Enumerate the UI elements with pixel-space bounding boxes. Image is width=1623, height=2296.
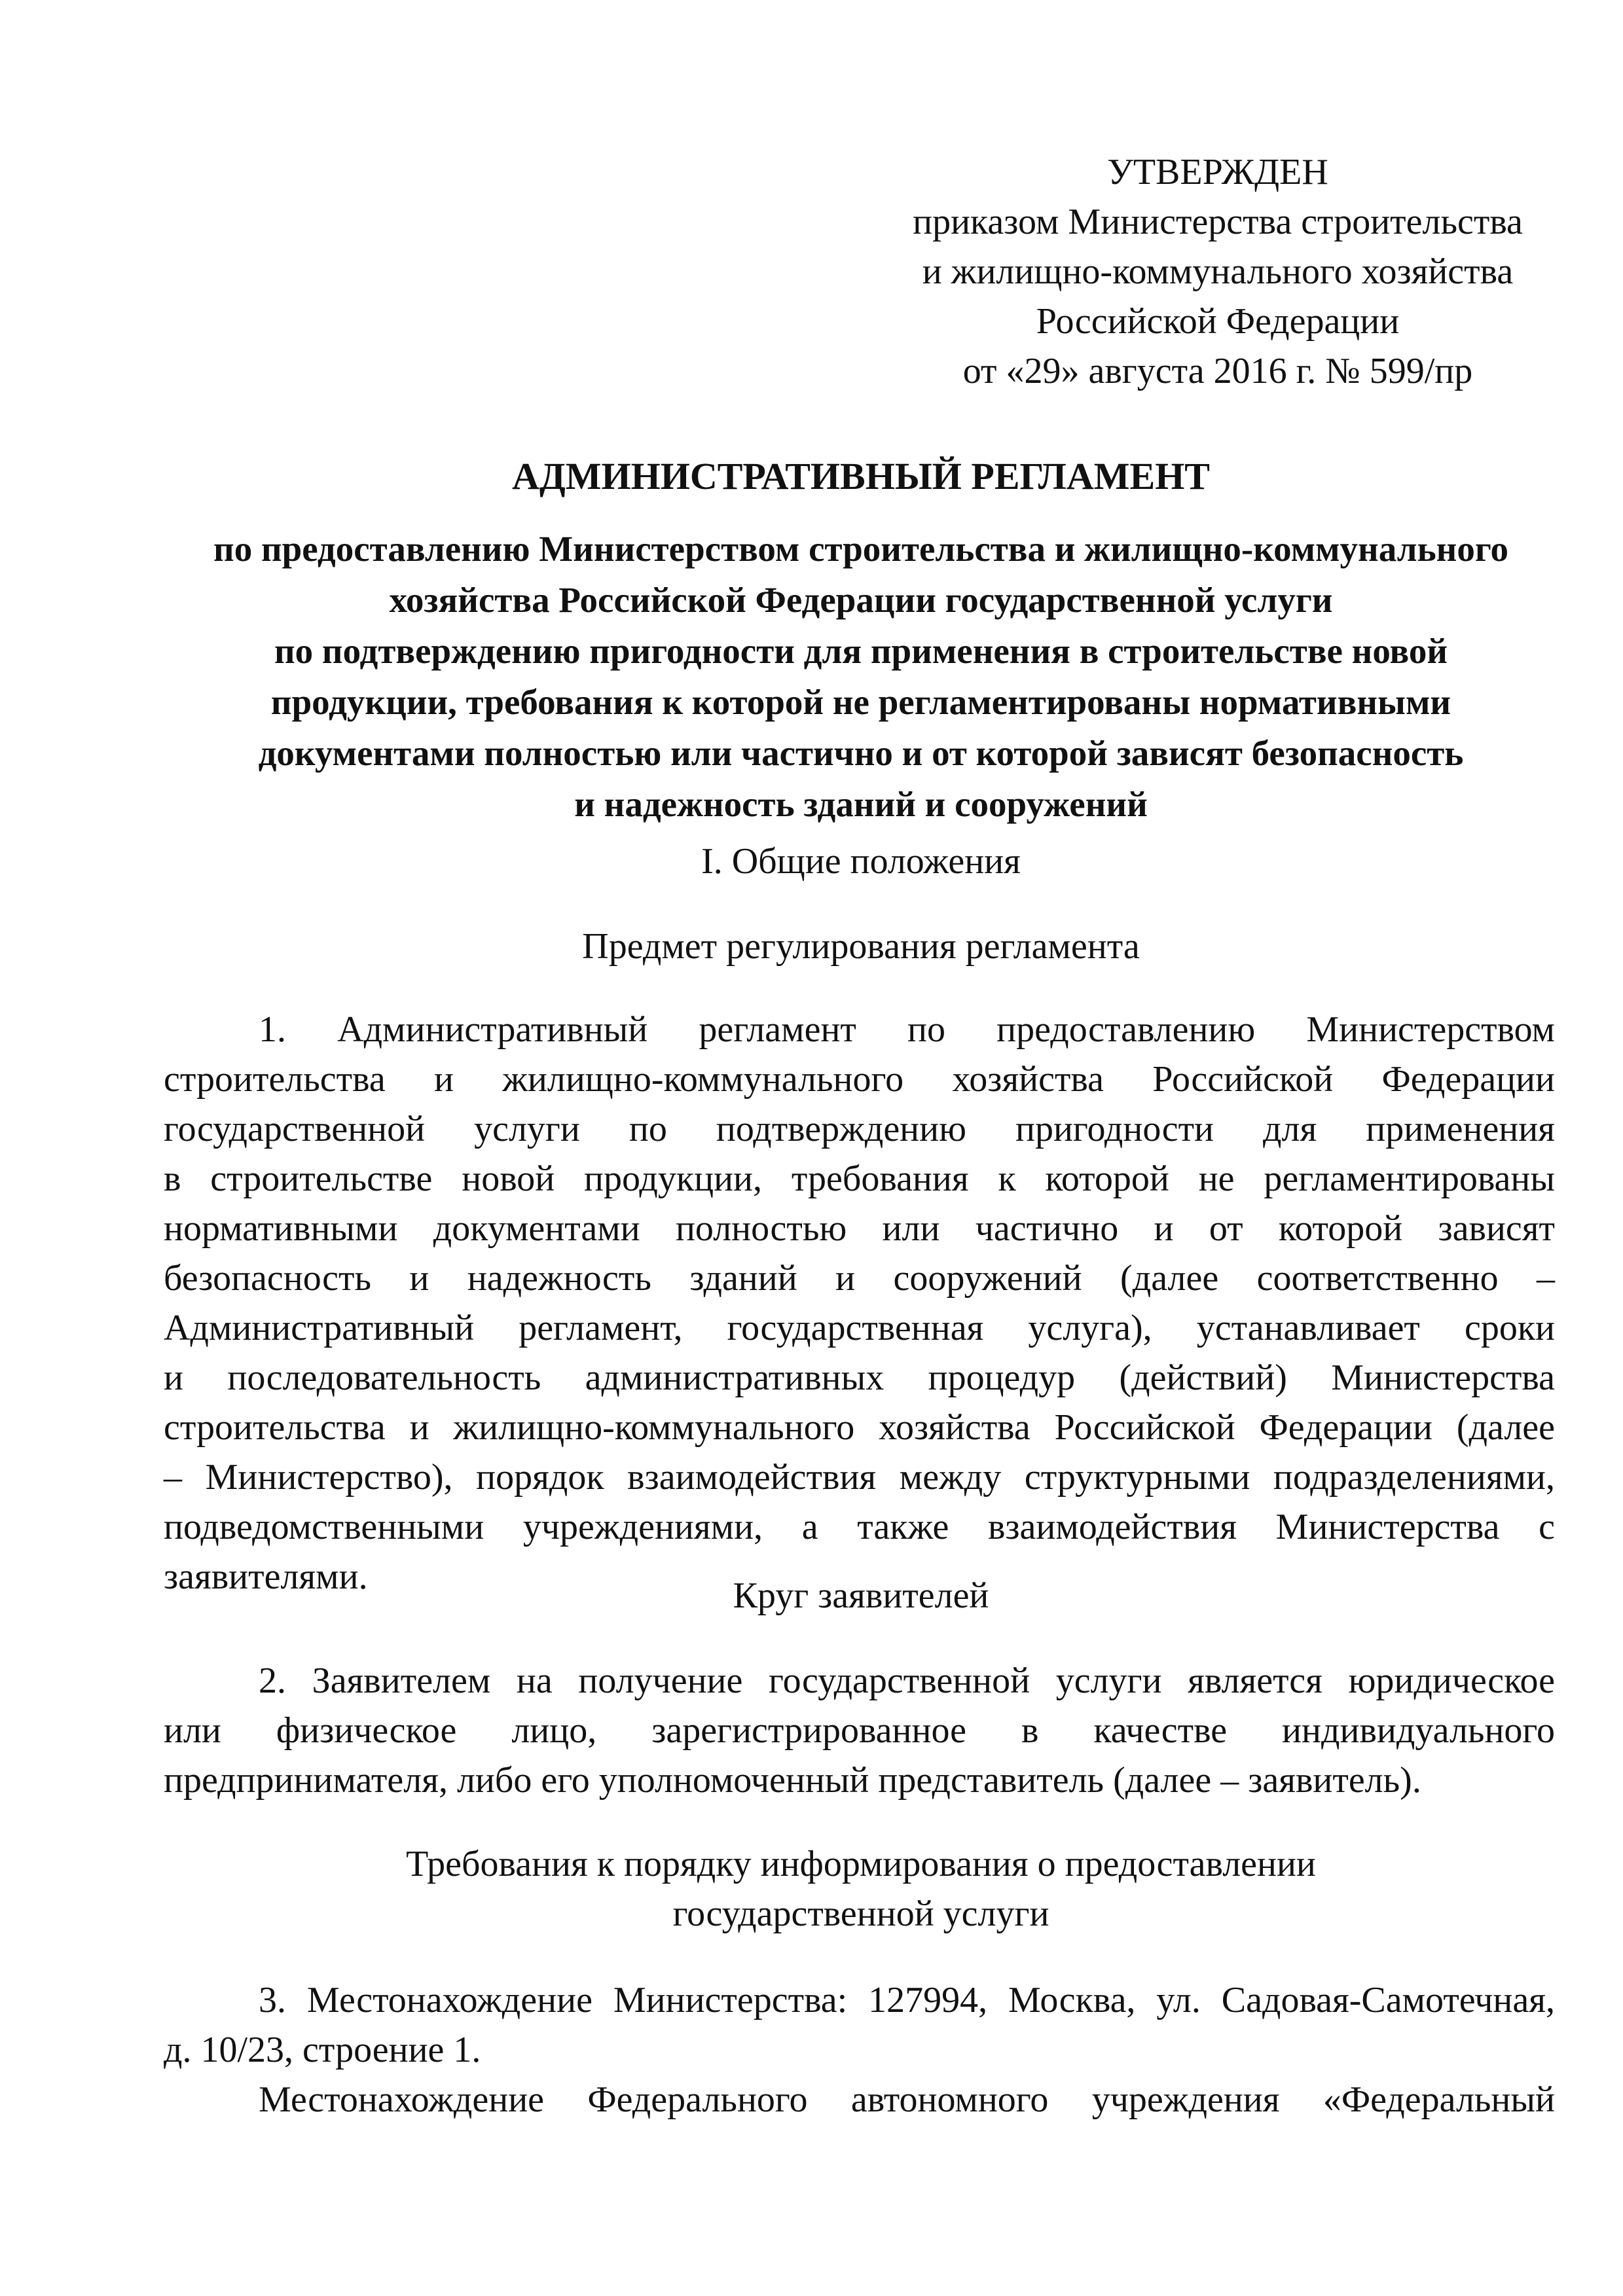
approval-line: Российской Федерации: [1036, 301, 1400, 342]
paragraph-line: нормативными документами полностью или частично и от которой зависят: [164, 1208, 1555, 1249]
paragraph-line: подведомственными учреждениями, а также взаимодействия Министерства с: [164, 1507, 1555, 1547]
paragraph-line: строительства и жилищно-коммунального хозяйства Российской Федерации: [164, 1059, 1555, 1100]
paragraph-line: и последовательность административных процедур (действий) Министерства: [164, 1357, 1555, 1398]
document-subtitle: [164, 524, 1558, 830]
paragraph-2: [164, 1656, 1555, 1805]
subtitle-line: продукции, требования к которой не регламентированы нормативными: [270, 682, 1451, 722]
subtitle-line: документами полностью или частично и от которой зависят безопасность: [258, 733, 1464, 773]
paragraph-line: строительства и жилищно-коммунального хозяйства Российской Федерации (далее: [164, 1407, 1555, 1448]
paragraph-3: [164, 1975, 1555, 2125]
approval-line: УТВЕРЖДЕН: [1107, 152, 1328, 192]
paragraph-line: заявителями.: [164, 1556, 368, 1597]
subtitle-line: хозяйства Российской Федерации государственной услуги: [389, 580, 1333, 620]
subsection-title-line: государственной услуги: [672, 1893, 1049, 1934]
approval-line: и жилищно-коммунального хозяйства: [922, 251, 1514, 292]
approval-line: приказом Министерства строительства: [913, 202, 1523, 242]
paragraph-line: 1. Административный регламент по предоставлению Министерством: [259, 1009, 1555, 1050]
paragraph-line: безопасность и надежность зданий и сооружений (далее соответственно –: [164, 1258, 1555, 1299]
approval-stamp: [845, 147, 1591, 396]
paragraph-line: – Министерство), порядок взаимодействия между структурными подразделениями,: [164, 1457, 1555, 1498]
paragraph-line: предпринимателя, либо его уполномоченный представитель (далее – заявитель).: [164, 1760, 1421, 1801]
paragraph-line: в строительстве новой продукции, требования к которой не регламентированы: [164, 1158, 1555, 1199]
subject-heading: [164, 922, 1558, 971]
subsection-title: Круг заявителей: [733, 1575, 989, 1616]
section-title: I. Общие положения: [701, 841, 1021, 882]
subtitle-line: и надежность зданий и сооружений: [574, 784, 1148, 824]
subtitle-line: по предоставлению Министерством строительства и жилищно-коммунального: [213, 529, 1508, 569]
paragraph-1: [164, 1005, 1555, 1602]
section-1-heading: [164, 836, 1558, 886]
approval-line: от «29» августа 2016 г. № 599/пр: [962, 351, 1473, 391]
paragraph-line: д. 10/23, строение 1.: [164, 2030, 481, 2070]
applicants-heading: [164, 1571, 1558, 1621]
paragraph-line: 3. Местонахождение Министерства: 127994, Москва, ул. Садовая-Самотечная,: [259, 1980, 1555, 2020]
info-requirements-heading: [164, 1839, 1558, 1939]
paragraph-line: или физическое лицо, зарегистрированное в качестве индивидуального: [164, 1710, 1555, 1751]
subsection-title: Предмет регулирования регламента: [582, 926, 1140, 967]
document-title: АДМИНИСТРАТИВНЫЙ РЕГЛАМЕНТ: [511, 455, 1210, 497]
subtitle-line: по подтверждению пригодности для применения в строительстве новой: [274, 631, 1448, 671]
paragraph-line: Административный регламент, государственная услуга), устанавливает сроки: [164, 1308, 1555, 1348]
paragraph-line: Местонахождение Федерального автономного учреждения «Федеральный: [259, 2079, 1555, 2120]
subsection-title-line: Требования к порядку информирования о предоставлении: [406, 1844, 1316, 1884]
paragraph-line: 2. Заявителем на получение государственной услуги является юридическое: [259, 1660, 1555, 1701]
paragraph-line: государственной услуги по подтверждению пригодности для применения: [164, 1109, 1555, 1149]
